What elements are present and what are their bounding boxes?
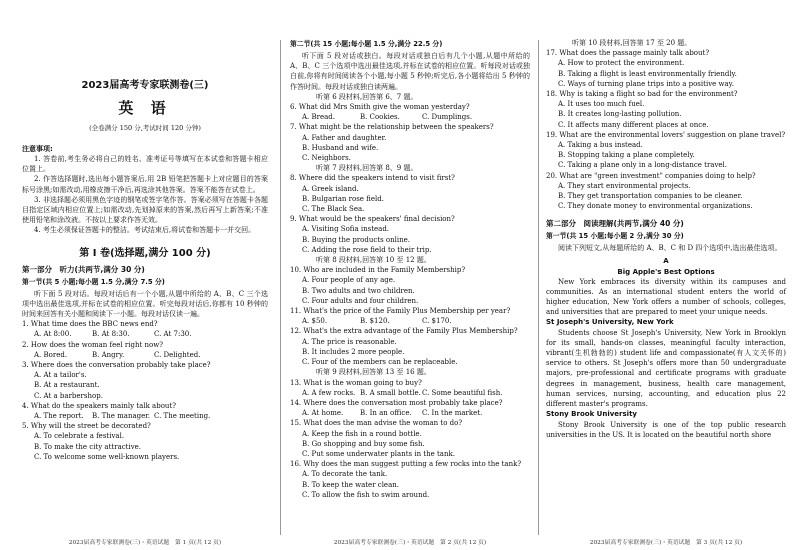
option: C. The Black Sea. bbox=[302, 205, 365, 214]
option: C. Delighted. bbox=[154, 350, 201, 359]
passage-letter: A bbox=[663, 256, 669, 265]
option: A. The report. bbox=[34, 412, 84, 421]
question-stem: 2. How does the woman feel right now? bbox=[22, 340, 163, 349]
option: C. To welcome some well-known players. bbox=[34, 452, 180, 461]
question-list bbox=[22, 319, 268, 462]
question-stem: 12. What's the extra advantage of the Family Plus Membership? bbox=[290, 327, 518, 336]
question-stem: 15. What does the man advise the woman to do? bbox=[290, 419, 463, 428]
page-footer: 2023届高考专家联测卷(三)・英语试题 第 2 页(共 12 页) bbox=[333, 540, 487, 546]
option: B. Bulgarian rose field. bbox=[302, 194, 384, 203]
option: A. The price is reasonable. bbox=[302, 337, 397, 346]
option: C. They donate money to environmental organizations. bbox=[558, 202, 753, 211]
option: C. At 7:30. bbox=[154, 330, 192, 339]
option: B. In an office. bbox=[360, 409, 412, 418]
note-item: 4. 考生必须保证答题卡的整洁。考试结束后,将试卷和答题卡一并交回。 bbox=[34, 226, 256, 235]
option: A. To celebrate a festival. bbox=[34, 432, 125, 441]
question-stem: 4. What do the speakers mainly talk about? bbox=[22, 401, 176, 410]
option: C. Ways of turning plane trips into a positive way. bbox=[558, 79, 734, 88]
option: C. Some beautiful fish. bbox=[422, 388, 503, 397]
options-row bbox=[22, 329, 268, 339]
option: C. The meeting. bbox=[154, 412, 211, 421]
option: C. Adding the rose field to their trip. bbox=[302, 245, 432, 254]
option: A. At home. bbox=[302, 409, 344, 418]
option: A. Greek island. bbox=[302, 184, 359, 193]
column-divider-1 bbox=[280, 40, 281, 535]
option: A. Bread. bbox=[302, 113, 336, 122]
option: B. At 8:30. bbox=[92, 330, 130, 339]
sec2-heading: 第二节(共 15 小题;每小题 1.5 分,满分 22.5 分) bbox=[290, 40, 443, 48]
question-stem: 11. What's the price of the Family Plus Membership per year? bbox=[290, 307, 511, 316]
notes-heading: 注意事项: bbox=[22, 145, 53, 153]
option: B. $120. bbox=[360, 317, 390, 326]
listening-cue: 听第 10 段材料,回答第 17 至 20 题。 bbox=[572, 39, 692, 47]
option: B. Angry. bbox=[92, 350, 125, 359]
option: B. It includes 2 more people. bbox=[302, 347, 405, 356]
page-3 bbox=[546, 0, 786, 550]
passage-title: Big Apple's Best Options bbox=[617, 267, 715, 276]
option: B. At a restaurant. bbox=[34, 381, 100, 390]
reading-sec1-heading: 第一节(共 15 小题;每小题 2 分,满分 30 分) bbox=[546, 232, 684, 241]
option: A. How to protect the environment. bbox=[558, 59, 685, 68]
option: B. They get transportation companies to be cleaner. bbox=[558, 192, 743, 201]
passage-paragraph: New York embraces its diversity within its campuses and communities. As an international student enters the world of higher education, New York offers a number of schools, colleges, and universities that are prepared to meet your unique needs. bbox=[546, 277, 786, 317]
question-stem: 6. What did Mrs Smith give the woman yesterday? bbox=[290, 103, 470, 112]
question-stem: 1. What time does the BBC news end? bbox=[22, 320, 158, 329]
option: B. To make the city attractive. bbox=[34, 442, 142, 451]
option: B. Go shopping and buy some fish. bbox=[302, 439, 425, 448]
option: A. They start environmental projects. bbox=[558, 181, 691, 190]
subject-title: 英 语 bbox=[118, 99, 172, 117]
option: A. Taking a bus instead. bbox=[558, 141, 643, 150]
option: B. Cookies. bbox=[360, 113, 400, 122]
options-row bbox=[22, 350, 268, 360]
option: B. Husband and wife. bbox=[302, 143, 379, 152]
option: B. A small bottle. bbox=[360, 388, 421, 397]
option: A. Four people of any age. bbox=[302, 276, 396, 285]
passage-paragraph: Students choose St Joseph's University, New York in Brooklyn for its small, hands-on classes, meaningful faculty interaction, vibrant(生机勃勃的) student life and compassionate(有人文关怀的) service to others. St Joseph's offers more than 50 undergraduate majors, pre-professional and certificate programs with graduate degrees in management, business, health care management, human services, nursing, accounting, and education plus 22 different master's programs. bbox=[546, 328, 786, 409]
sec2-instructions: 听下面 5 段对话或独白。每段对话或独白后有几个小题,从题中所给的 A、B、C 三个选项中选出最佳选项,并标在试卷的相应位置。听每段对话或独白前,你将有时间阅读各个小题,每小题 5 秒钟;听完后,各小题将给出 5 秒钟的作答时间。每段对话或独白读两遍。 bbox=[290, 52, 530, 91]
options-row bbox=[290, 408, 530, 418]
option: C. In the market. bbox=[422, 409, 483, 418]
options-row bbox=[290, 316, 530, 326]
listening-cue: 听第 6 段材料,回答第 6、7 题。 bbox=[316, 92, 418, 101]
page-1 bbox=[22, 0, 268, 550]
option: A. It uses too much fuel. bbox=[558, 100, 645, 109]
question-stem: 9. What would be the speakers' final decision? bbox=[290, 215, 455, 224]
option: C. At a barbershop. bbox=[34, 391, 103, 400]
option: C. Put some underwater plants in the tank. bbox=[302, 449, 455, 458]
part2-heading: 第二部分 阅读理解(共两节,满分 40 分) bbox=[546, 219, 684, 229]
question-stem: 19. What are the environmental lovers' suggestion on plane travel? bbox=[546, 130, 786, 139]
option: A. $50. bbox=[302, 317, 328, 326]
exam-title: 2023届高考专家联测卷(三) bbox=[81, 80, 209, 91]
question-list bbox=[290, 92, 530, 500]
option: B. Buying the products online. bbox=[302, 235, 411, 244]
question-stem: 3. Where does the conversation probably take place? bbox=[22, 361, 211, 370]
option: C. Four of the members can be replaceable. bbox=[302, 358, 458, 367]
option: B. The manager. bbox=[92, 412, 151, 421]
question-stem: 10. Who are included in the Family Membership? bbox=[290, 266, 466, 275]
page-footer: 2023届高考专家联测卷(三)・英语试题 第 3 页(共 12 页) bbox=[589, 540, 743, 546]
notes-list bbox=[22, 154, 268, 236]
question-stem: 16. Why does the man suggest putting a few rocks into the tank? bbox=[290, 460, 522, 469]
volume-heading: 第 Ⅰ 卷(选择题,满分 100 分) bbox=[79, 247, 211, 259]
option: C. Neighbors. bbox=[302, 154, 351, 163]
option: B. It creates long-lasting pollution. bbox=[558, 110, 682, 119]
option: A. A few rocks. bbox=[302, 388, 356, 397]
option: A. Father and daughter. bbox=[302, 133, 387, 142]
option: C. $170. bbox=[422, 317, 452, 326]
passage-paragraph: Stony Brook University is one of the top public research universities in the US. It is located on the beautiful north shore bbox=[546, 420, 786, 439]
note-item: 3. 非选择题必须用黑色字迹的钢笔或签字笔作答。答案必须写在答题卡各题目指定区域内相应位置上;如需改动,先划掉原来的答案,然后再写上新答案;不准使用铅笔和涂改液。不按以上要求作答无效。 bbox=[22, 195, 268, 225]
question-stem: 17. What does the passage mainly talk about? bbox=[546, 49, 710, 58]
option: A. Visiting Sofia instead. bbox=[302, 225, 390, 234]
options-row bbox=[290, 388, 530, 398]
option: B. Stopping taking a plane completely. bbox=[558, 151, 695, 160]
part1-heading: 第一部分 听力(共两节,满分 30 分) bbox=[22, 264, 145, 274]
passage-subheading: Stony Brook University bbox=[546, 410, 637, 419]
option: B. Two adults and two children. bbox=[302, 286, 415, 295]
passage-subheading: St Joseph's University, New York bbox=[546, 318, 674, 327]
page-footer: 2023届高考专家联测卷(三)・英语试题 第 1 页(共 12 页) bbox=[68, 540, 222, 546]
score-note: (全卷满分 150 分,考试时间 120 分钟) bbox=[89, 124, 201, 132]
note-item: 1. 答卷前,考生务必将自己的姓名、准考证号等填写在本试卷和答题卡相应位置上。 bbox=[22, 155, 268, 174]
option: C. To allow the fish to swim around. bbox=[302, 490, 430, 499]
option: C. Taking a plane only in a long-distance travel. bbox=[558, 161, 728, 170]
option: A. At 8:00. bbox=[34, 330, 72, 339]
listening-cue: 听第 9 段材料,回答第 13 至 16 题。 bbox=[316, 368, 431, 377]
option: A. To decorate the tank. bbox=[302, 470, 388, 479]
reading-instructions: 阅读下列短文,从每题所给的 A、B、C 和 D 四个选项中,选出最佳选项。 bbox=[558, 244, 782, 253]
option: A. Keep the fish in a round bottle. bbox=[302, 429, 422, 438]
note-item: 2. 作答选择题时,选出每小题答案后,用 2B 铅笔把答题卡上对应题目的答案标号涂黑;如需改动,用橡皮擦干净后,再选涂其他答案。答案不能答在试卷上。 bbox=[22, 175, 268, 194]
column-divider-2 bbox=[538, 40, 539, 535]
listening-cue: 听第 8 段材料,回答第 10 至 12 题。 bbox=[316, 256, 431, 265]
page-2 bbox=[290, 0, 530, 550]
option: B. To keep the water clean. bbox=[302, 480, 399, 489]
question-stem: 20. What are "green investment" companies doing to help? bbox=[546, 171, 756, 180]
options-row bbox=[290, 112, 530, 122]
question-stem: 7. What might be the relationship between the speakers? bbox=[290, 123, 494, 132]
option: C. Four adults and four children. bbox=[302, 296, 419, 305]
question-list bbox=[546, 38, 786, 211]
options-row bbox=[22, 411, 268, 421]
listening-cue: 听第 7 段材料,回答第 8、9 题。 bbox=[316, 164, 418, 173]
sec1-heading: 第一节(共 5 小题;每小题 1.5 分,满分 7.5 分) bbox=[22, 277, 165, 286]
sec1-instructions: 听下面 5 段对话。每段对话后有一个小题,从题中所给的 A、B、C 三个选项中选出最佳选项,并标在试卷的相应位置。听完每段对话后,你都有 10 秒钟的时间来回答有关小题和阅读下一小题。每段对话仅读一遍。 bbox=[22, 289, 268, 319]
option: A. At a tailor's. bbox=[34, 371, 87, 380]
question-stem: 5. Why will the street be decorated? bbox=[22, 422, 151, 431]
question-stem: 14. Where does the conversation most probably take place? bbox=[290, 398, 503, 407]
option: B. Taking a flight is least environmentally friendly. bbox=[558, 69, 737, 78]
question-stem: 8. Where did the speakers intend to visit first? bbox=[290, 174, 455, 183]
question-stem: 13. What is the woman going to buy? bbox=[290, 378, 422, 387]
question-stem: 18. Why is taking a flight so bad for the environment? bbox=[546, 90, 738, 99]
option: A. Bored. bbox=[34, 350, 68, 359]
option: C. It affects many different places at once. bbox=[558, 120, 709, 129]
option: C. Dumplings. bbox=[422, 113, 473, 122]
